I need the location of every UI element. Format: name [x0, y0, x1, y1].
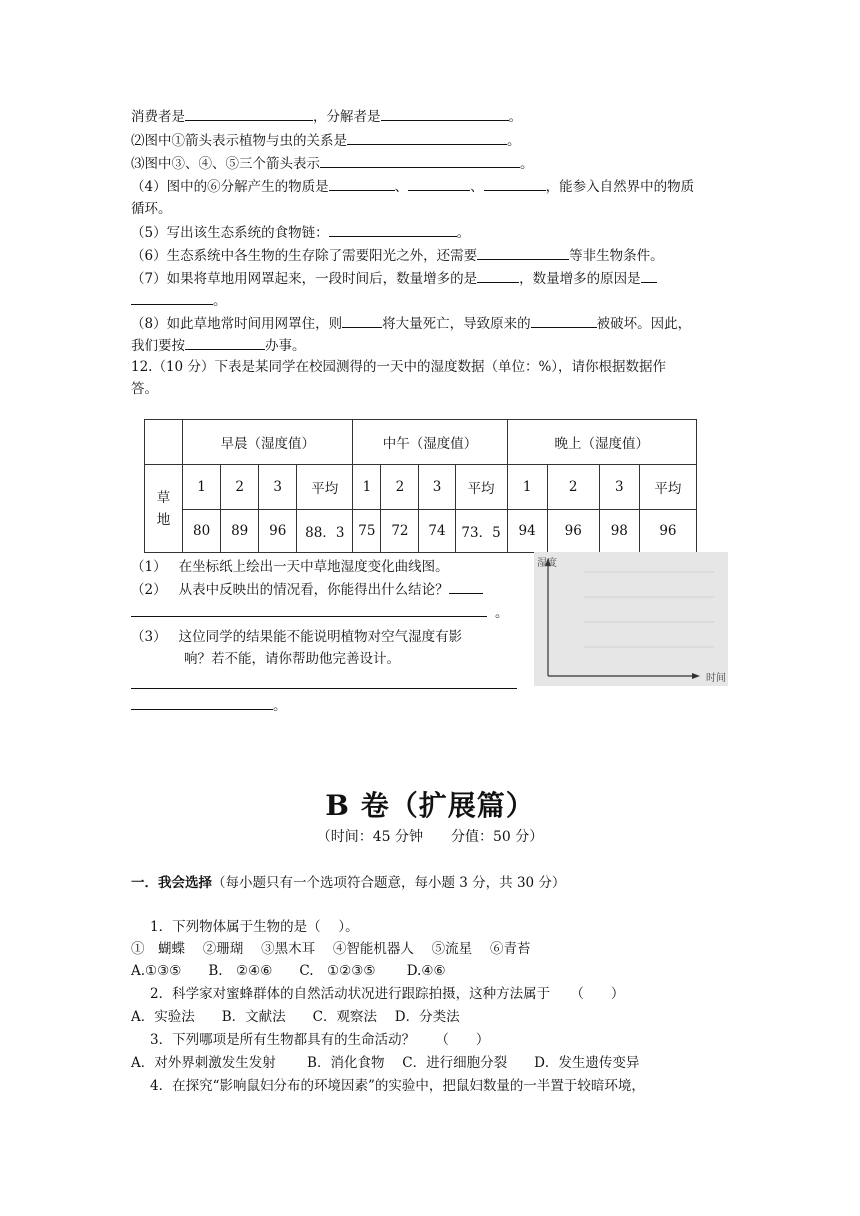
- table-subheader-row: [145, 465, 697, 510]
- question-4-cont: 循环。: [131, 201, 172, 217]
- blank[interactable]: [131, 290, 213, 305]
- question-12-cont: 答。: [131, 381, 158, 397]
- blank[interactable]: [131, 674, 517, 689]
- mc-question-2: 2．科学家对蜜蜂群体的自然活动状况进行跟踪拍摄，这种方法属于 （ ）: [150, 986, 625, 1002]
- mc-question-3-options: A．对外界刺激发生发射 B．消化食物 C．进行细胞分裂 D．发生遗传变异: [131, 1055, 640, 1071]
- subheader-cell: 1: [183, 465, 221, 510]
- blank[interactable]: [531, 313, 597, 328]
- blank[interactable]: [408, 176, 470, 191]
- value-cell: 75: [353, 510, 381, 553]
- question-7: （7）如果将草地用网罩起来，一段时间后，数量增多的是 ，数量增多的原因是: [131, 268, 657, 289]
- subheader-cell: 2: [381, 465, 419, 510]
- question-6: （6）生态系统中各生物的生存除了需要阳光之外，还需要 等非生物条件。: [131, 245, 664, 266]
- mc-question-1: 1．下列物体属于生物的是（ ）。: [150, 919, 359, 935]
- value-cell: 88．3: [297, 510, 353, 553]
- subheader-cell: 2: [221, 465, 259, 510]
- subheader-cell: 平均: [297, 465, 353, 510]
- blank[interactable]: [342, 313, 382, 328]
- blank[interactable]: [381, 106, 509, 121]
- blank[interactable]: [185, 106, 313, 121]
- table-corner-cell: [145, 420, 183, 465]
- subheader-cell: 平均: [639, 465, 696, 510]
- value-cell: 94: [507, 510, 547, 553]
- subquestion-3-answer-line: [131, 674, 517, 696]
- section-heading: 一．我会选择（每小题只有一个选项符合题意，每小题 3 分，共 30 分）: [131, 875, 566, 891]
- group-header-evening: 晚上（湿度值）: [507, 420, 696, 465]
- subquestion-3-cont: 响？若不能，请你帮助他完善设计。: [184, 651, 400, 667]
- subheader-cell: 3: [259, 465, 297, 510]
- group-header-noon: 中午（湿度值）: [353, 420, 507, 465]
- blank[interactable]: [477, 268, 519, 283]
- mc-question-3: 3．下列哪项是所有生物都具有的生命活动？ （ ）: [150, 1032, 490, 1048]
- subheader-cell: 3: [599, 465, 639, 510]
- part-b-subtitle: （时间：45 分钟 分值：50 分）: [316, 829, 544, 845]
- value-cell: 89: [221, 510, 259, 553]
- blank[interactable]: [131, 602, 487, 617]
- mc-question-2-options: A．实验法 B．文献法 C．观察法 D．分类法: [131, 1009, 460, 1025]
- table-header-row: [145, 420, 697, 465]
- mc-question-1-options: A.①③⑤ B. ②④⑥ C. ①②③⑤ D.④⑥: [131, 963, 446, 979]
- subquestion-3: （3） 这位同学的结果能不能说明植物对空气湿度有影: [131, 629, 463, 645]
- blank[interactable]: [320, 153, 520, 168]
- humidity-time-graph: [534, 552, 728, 686]
- question-7-cont: 。: [131, 290, 227, 311]
- blank[interactable]: [329, 176, 395, 191]
- subquestion-2: （2） 从表中反映出的情况看，你能得出什么结论？: [131, 579, 483, 601]
- table-values-row: [145, 510, 697, 553]
- question-3: ⑶图中③、④、⑤三个箭头表示 。: [131, 153, 534, 174]
- subheader-cell: 平均: [455, 465, 507, 510]
- group-header-morning: 早晨（湿度值）: [183, 420, 353, 465]
- part-b-title: B 卷（扩展篇）: [325, 789, 535, 822]
- subheader-cell: 2: [547, 465, 599, 510]
- subquestion-3-answer-line-2: 。: [131, 695, 287, 717]
- question-4: （4）图中的⑥分解产生的物质是 、 、 ，能参入自然界中的物质: [131, 176, 694, 197]
- question-2: ⑵图中①箭头表示植物与虫的关系是 。: [131, 130, 521, 151]
- question-5: （5）写出该生态系统的食物链： 。: [131, 222, 470, 243]
- graph-x-label: 时间: [706, 673, 726, 684]
- graph-y-label: 湿度: [537, 558, 557, 569]
- subquestion-2-cont: 。: [131, 602, 509, 624]
- value-cell: 80: [183, 510, 221, 553]
- question-8-cont: 我们要按 办事。: [131, 335, 306, 356]
- subheader-cell: 1: [353, 465, 381, 510]
- blank[interactable]: [484, 176, 546, 191]
- question-12: 12.（10 分）下表是某同学在校园测得的一天中的湿度数据（单位：%），请你根据数据作: [131, 359, 667, 375]
- blank[interactable]: [641, 268, 657, 283]
- blank[interactable]: [449, 579, 483, 594]
- value-cell: 74: [419, 510, 455, 553]
- blank[interactable]: [477, 245, 569, 260]
- blank[interactable]: [329, 222, 457, 237]
- subheader-cell: 1: [507, 465, 547, 510]
- value-cell: 96: [259, 510, 297, 553]
- blank[interactable]: [185, 335, 265, 350]
- blank[interactable]: [347, 130, 507, 145]
- subquestion-1: （1） 在坐标纸上绘出一天中草地湿度变化曲线图。: [131, 559, 449, 575]
- value-cell: 96: [547, 510, 599, 553]
- row-label-grassland: 草 地: [145, 465, 183, 553]
- mc-question-4: 4．在探究“影响鼠妇分布的环境因素”的实验中，把鼠妇数量的一半置于较暗环境，: [150, 1078, 645, 1094]
- subheader-cell: 3: [419, 465, 455, 510]
- humidity-table: [144, 419, 697, 553]
- value-cell: 96: [639, 510, 696, 553]
- answer-line-consumers: 消费者是 ，分解者是 。: [131, 106, 522, 127]
- value-cell: 72: [381, 510, 419, 553]
- question-8: （8）如此草地常时间用网罩住，则 将大量死亡，导致原来的 被破坏。因此，: [131, 313, 691, 334]
- blank[interactable]: [131, 695, 273, 710]
- mc-question-1-items: ① 蝴蝶 ②珊瑚 ③黑木耳 ④智能机器人 ⑤流星 ⑥青苔: [131, 941, 531, 957]
- value-cell: 73．5: [455, 510, 507, 553]
- value-cell: 98: [599, 510, 639, 553]
- graph-axes: [534, 552, 728, 686]
